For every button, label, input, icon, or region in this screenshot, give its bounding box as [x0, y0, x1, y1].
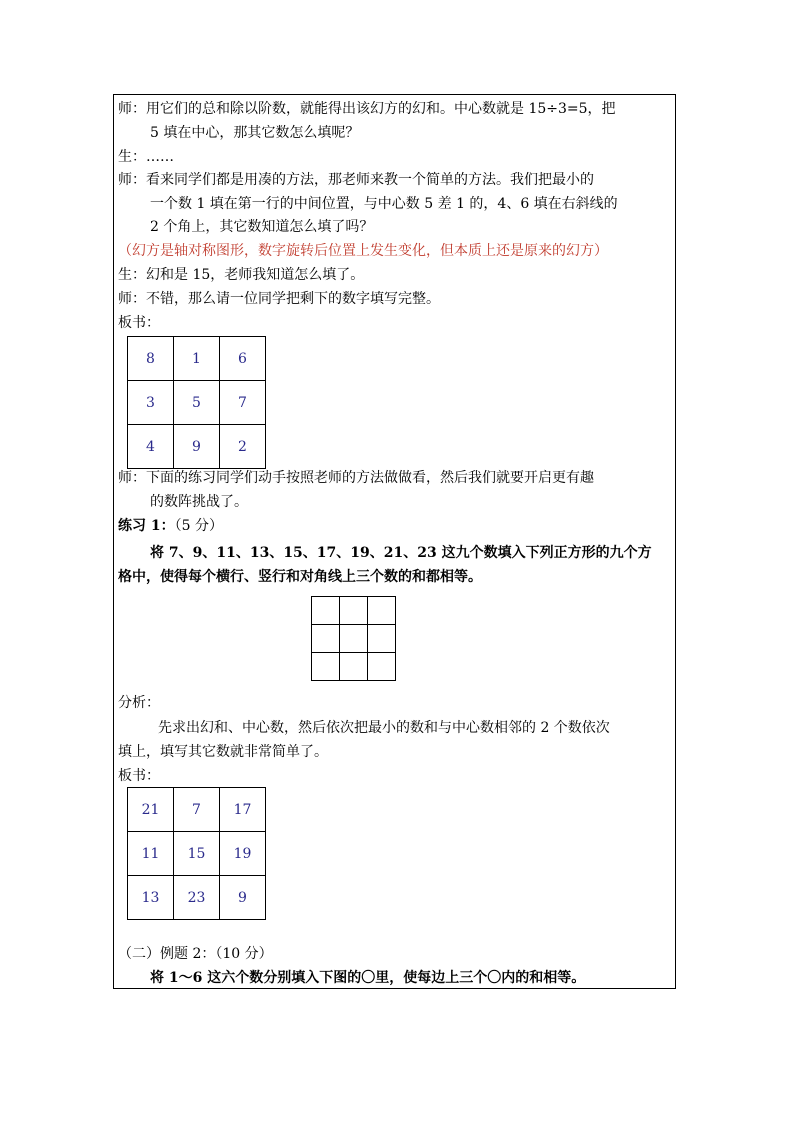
- empty-square: [311, 596, 396, 681]
- exercise-text: 将 7、9、11、13、15、17、19、21、23 这九个数填入下列正方形的九个方: [150, 545, 652, 561]
- grid-cell: 8: [128, 337, 174, 381]
- text-line: 生：幻和是 15，老师我知道怎么填了。: [118, 267, 365, 283]
- grid-cell: [340, 653, 368, 681]
- text-line: 先求出幻和、中心数，然后依次把最小的数和与中心数相邻的 2 个数依次: [158, 720, 610, 736]
- grid-cell: [312, 625, 340, 653]
- grid-cell: [340, 597, 368, 625]
- grid-cell: 2: [220, 425, 266, 469]
- exercise-points: （5 分）: [174, 518, 223, 534]
- exercise-text: 格中，使得每个横行、竖行和对角线上三个数的和都相等。: [118, 569, 482, 585]
- grid-cell: [312, 597, 340, 625]
- grid-cell: 3: [128, 381, 174, 425]
- grid-row: [128, 381, 266, 425]
- grid-cell: [312, 653, 340, 681]
- grid-cell: 4: [128, 425, 174, 469]
- analysis-label: 分析：: [118, 695, 160, 711]
- text-line: 5 填在中心，那其它数怎么填呢？: [150, 125, 360, 141]
- text-line: 的数阵挑战了。: [150, 494, 248, 510]
- example-heading: （二）例题 2：（10 分）: [118, 946, 273, 962]
- text-line: 2 个角上，其它数知道怎么填了吗？: [150, 219, 374, 235]
- grid-cell: [368, 625, 396, 653]
- grid-cell: 7: [220, 381, 266, 425]
- grid-row: [128, 876, 266, 920]
- grid-cell: [368, 597, 396, 625]
- grid-cell: 21: [128, 788, 174, 832]
- text-line: 师：看来同学们都是用凑的方法，那老师来教一个简单的方法。我们把最小的: [118, 172, 594, 188]
- text-line: 生：……: [118, 149, 174, 165]
- grid-cell: 1: [174, 337, 220, 381]
- grid-cell: 7: [174, 788, 220, 832]
- grid-cell: [368, 653, 396, 681]
- text-line: 师：不错，那么请一位同学把剩下的数字填写完整。: [118, 291, 440, 307]
- text-line: 师：用它们的总和除以阶数，就能得出该幻方的幻和。中心数就是 15÷3=5，把: [118, 101, 616, 117]
- grid-cell: 5: [174, 381, 220, 425]
- example-text: 将 1～6 这六个数分别填入下图的〇里，使每边上三个〇内的和相等。: [150, 970, 586, 986]
- text-line: 一个数 1 填在第一行的中间位置，与中心数 5 差 1 的，4、6 填在右斜线的: [150, 196, 618, 212]
- grid-row: [312, 625, 396, 653]
- grid-cell: 13: [128, 876, 174, 920]
- board-label: 板书：: [118, 315, 160, 331]
- text-line: 填上，填写其它数就非常简单了。: [118, 744, 328, 760]
- board-label: 板书：: [118, 768, 160, 784]
- grid-cell: 23: [174, 876, 220, 920]
- grid-cell: 9: [174, 425, 220, 469]
- grid-row: [312, 653, 396, 681]
- magic-square-2: [127, 787, 266, 920]
- grid-row: [128, 337, 266, 381]
- note-line: （幻方是轴对称图形，数字旋转后位置上发生变化，但本质上还是原来的幻方）: [118, 243, 608, 259]
- grid-cell: 17: [220, 788, 266, 832]
- grid-row: [312, 597, 396, 625]
- text-line: 师：下面的练习同学们动手按照老师的方法做做看，然后我们就要开启更有趣: [118, 470, 594, 486]
- grid-cell: 19: [220, 832, 266, 876]
- grid-cell: 11: [128, 832, 174, 876]
- grid-row: [128, 788, 266, 832]
- grid-row: [128, 425, 266, 469]
- grid-cell: 6: [220, 337, 266, 381]
- exercise-heading: [118, 518, 223, 534]
- grid-row: [128, 832, 266, 876]
- grid-cell: 9: [220, 876, 266, 920]
- magic-square-1: [127, 336, 266, 469]
- grid-cell: 15: [174, 832, 220, 876]
- grid-cell: [340, 625, 368, 653]
- exercise-label: 练习 1：: [118, 518, 175, 534]
